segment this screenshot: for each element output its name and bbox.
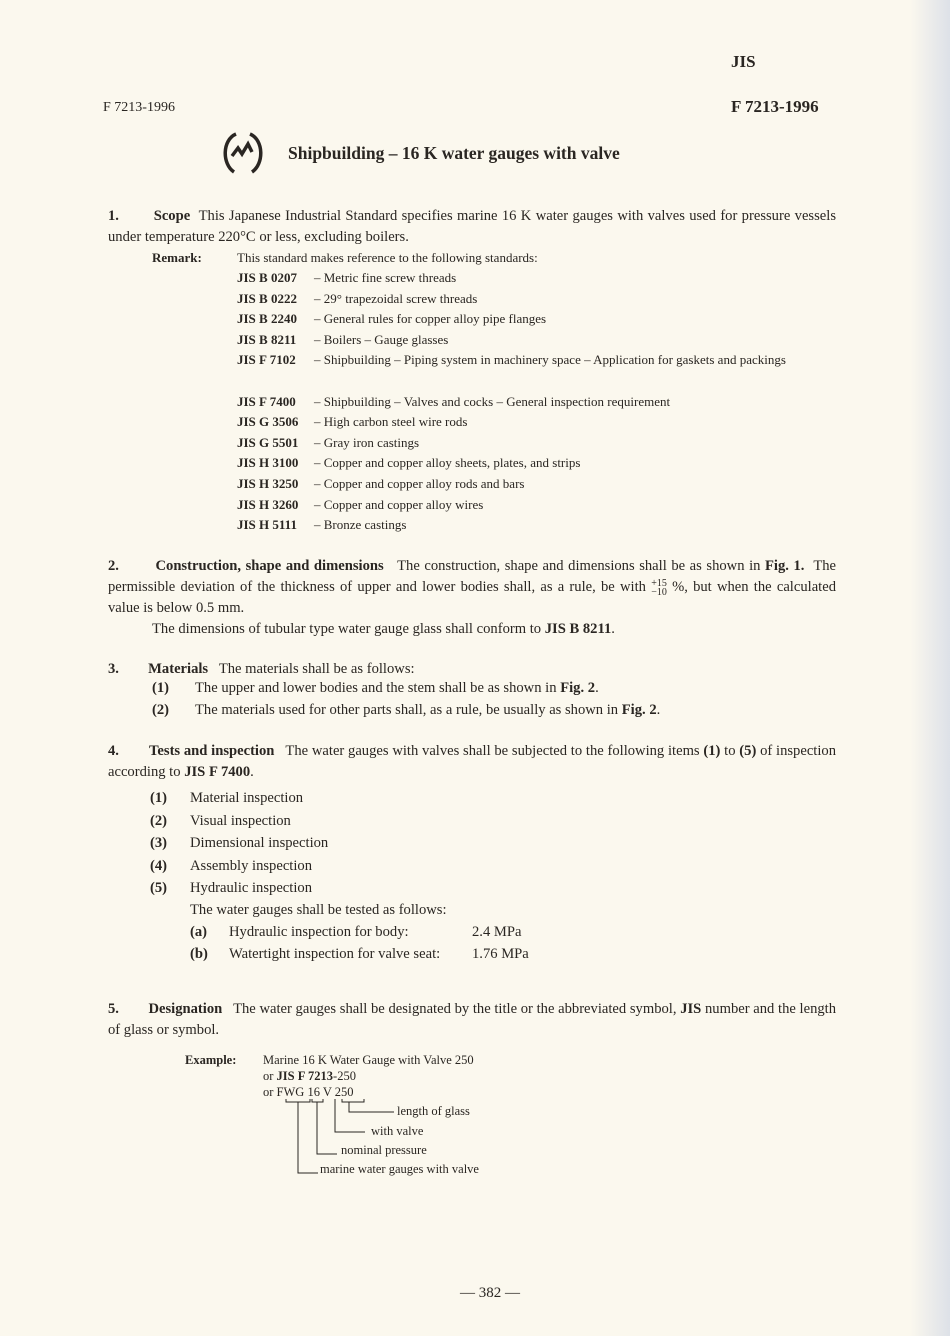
test-value: 1.76 MPa: [472, 946, 529, 962]
text-span: The water gauges with valves shall be subjected to the following items: [285, 743, 700, 759]
text-span: 250: [334, 1085, 354, 1099]
text-span: Construction, shape and dimensions: [155, 558, 384, 574]
text-span: (1): [703, 743, 721, 759]
inspection-item-num: (5): [150, 880, 168, 896]
inspection-item: Hydraulic inspection: [190, 880, 312, 896]
example-line-2: [263, 1068, 356, 1085]
reference-description: – General rules for copper alloy pipe flanges: [314, 311, 547, 327]
test-label: Hydraulic inspection for body:: [229, 924, 409, 940]
text-span: The construction, shape and dimensions shall be as shown in: [397, 558, 761, 574]
materials-item-num: (2): [152, 702, 170, 718]
text-span: %, but when the calculated value is below 0.5 mm.: [108, 579, 836, 616]
text-span: FWG: [276, 1085, 305, 1099]
text-span: Fig. 1.: [765, 558, 805, 574]
text-span: Designation: [148, 1001, 223, 1017]
text-span: Fig. 2: [560, 680, 596, 696]
jis-mark: JIS: [731, 52, 756, 71]
text-span: JIS F 7400: [184, 764, 251, 780]
text-span: −10: [651, 586, 667, 598]
inspection-item: Dimensional inspection: [190, 835, 329, 851]
reference-code: JIS G 3506: [237, 414, 299, 430]
reference-code: JIS B 2240: [237, 311, 297, 327]
text-span: to: [724, 743, 736, 759]
text-span: 2.: [108, 558, 119, 574]
text-span: [651, 579, 667, 597]
example-label: Example:: [185, 1053, 237, 1067]
test-num: (b): [190, 946, 208, 962]
label-marine-water-gauges: marine water gauges with valve: [320, 1162, 479, 1176]
inspection-item-num: (4): [150, 857, 168, 874]
example-line-1: Marine 16 K Water Gauge with Valve 250: [263, 1053, 474, 1067]
inspection-item-num: (2): [150, 812, 168, 829]
text-span: .: [250, 764, 254, 780]
text-span: number and the length of glass or symbol.: [108, 1001, 837, 1038]
reference-code: JIS H 3100: [237, 455, 299, 471]
label-length-of-glass: length of glass: [397, 1104, 470, 1118]
inspection-item: Visual inspection: [190, 812, 291, 829]
reference-description: – Shipbuilding – Valves and cocks – General inspection requirement: [314, 393, 671, 409]
text-span: 3.: [108, 661, 119, 677]
text-span: +15: [651, 577, 667, 589]
header-left-code: F 7213-1996: [103, 100, 175, 115]
text-span: .: [595, 680, 599, 696]
text-span: .: [656, 702, 661, 718]
text-span: JIS F 7213: [276, 1069, 334, 1083]
reference-description: – Copper and copper alloy wires: [314, 496, 484, 512]
section-construction: [108, 556, 836, 619]
reference-description: – Copper and copper alloy rods and bars: [314, 476, 525, 491]
text-span: The permissible deviation of the thickness of upper and lower bodies shall, as a rule, be with: [108, 558, 837, 595]
test-label: Watertight inspection for valve seat:: [229, 946, 441, 962]
page-number: — 382 —: [460, 1285, 520, 1301]
section-tests: [108, 741, 836, 783]
reference-description: – Gray iron castings: [314, 434, 420, 450]
materials-item-num: (1): [152, 680, 170, 696]
inspection-item-num: (3): [150, 835, 168, 851]
text-span: Materials: [148, 661, 209, 677]
reference-code: JIS F 7400: [237, 393, 296, 409]
reference-code: JIS B 0207: [237, 270, 297, 285]
section-designation: [108, 999, 836, 1041]
text-span: .: [611, 621, 615, 637]
remark-text: This standard makes reference to the following standards:: [237, 250, 538, 265]
text-span: V: [322, 1085, 332, 1099]
text-span: of inspection according to: [108, 743, 836, 780]
text-span: or: [263, 1069, 274, 1083]
text-span: The upper and lower bodies and the stem shall be as shown in: [195, 680, 557, 696]
label-with-valve: with valve: [371, 1124, 424, 1138]
reference-code: JIS G 5501: [237, 434, 299, 450]
inspection-item: Assembly inspection: [190, 857, 313, 874]
header-right-code: F 7213-1996: [731, 97, 819, 116]
reference-description: – Bronze castings: [314, 517, 407, 533]
reference-description: – Boilers – Gauge glasses: [314, 331, 449, 347]
text-span: or: [263, 1085, 274, 1099]
reference-code: JIS B 8211: [237, 331, 297, 347]
inspection-item: Material inspection: [190, 790, 304, 806]
test-value: 2.4 MPa: [472, 924, 522, 940]
test-num: (a): [190, 924, 208, 940]
text-span: 16: [307, 1085, 320, 1099]
materials-item-2: [195, 702, 660, 719]
text-span: 4.: [108, 743, 119, 759]
section-scope: [108, 206, 836, 248]
remark-label: Remark:: [152, 250, 202, 265]
reference-code: JIS H 3260: [237, 496, 299, 512]
scan-edge-shade: [910, 0, 950, 1336]
text-span: The materials used for other parts shall, as a rule, be usually as shown in: [195, 702, 619, 718]
section-materials: [108, 659, 836, 680]
jis-logo-icon: [218, 128, 268, 178]
text-span: The water gauges shall be designated by the title or the abbreviated symbol,: [233, 1001, 677, 1017]
label-nominal-pressure: nominal pressure: [341, 1143, 427, 1157]
reference-description: – Metric fine screw threads: [314, 270, 457, 285]
reference-code: JIS B 0222: [237, 290, 297, 306]
text-span: JIS B 8211: [544, 621, 612, 637]
text-span: 5.: [108, 1001, 119, 1017]
text-span: This Japanese Industrial Standard specifies marine 16 K water gauges with valves used for pressure vessels under temperature 220°C or less, excluding boilers.: [108, 208, 836, 245]
reference-description: – Shipbuilding – Piping system in machinery space – Application for gaskets and packings: [314, 352, 786, 368]
text-span: The dimensions of tubular type water gauge glass shall conform to: [152, 621, 542, 637]
text-span: Fig. 2: [621, 702, 657, 718]
text-span: Tests and inspection: [149, 743, 275, 759]
text-span: The materials shall be as follows:: [218, 661, 415, 677]
reference-description: – High carbon steel wire rods: [314, 414, 468, 430]
reference-description: – Copper and copper alloy sheets, plates, and strips: [314, 455, 581, 471]
gauge-glass-sentence: [152, 619, 842, 640]
materials-item-1: [195, 680, 599, 697]
text-span: JIS: [680, 1001, 702, 1017]
text-span: (5): [739, 743, 757, 759]
reference-description: – 29° trapezoidal screw threads: [314, 290, 478, 306]
reference-code: JIS H 5111: [237, 517, 297, 533]
reference-code: JIS H 3250: [237, 476, 299, 491]
inspection-item-num: (1): [150, 790, 168, 806]
tested-as-follows: The water gauges shall be tested as follows:: [190, 902, 447, 918]
page-title: Shipbuilding – 16 K water gauges with valve: [288, 143, 620, 163]
text-span: Scope: [153, 208, 191, 224]
text-span: -250: [333, 1069, 356, 1083]
reference-code: JIS F 7102: [237, 352, 296, 368]
text-span: 1.: [108, 208, 119, 224]
